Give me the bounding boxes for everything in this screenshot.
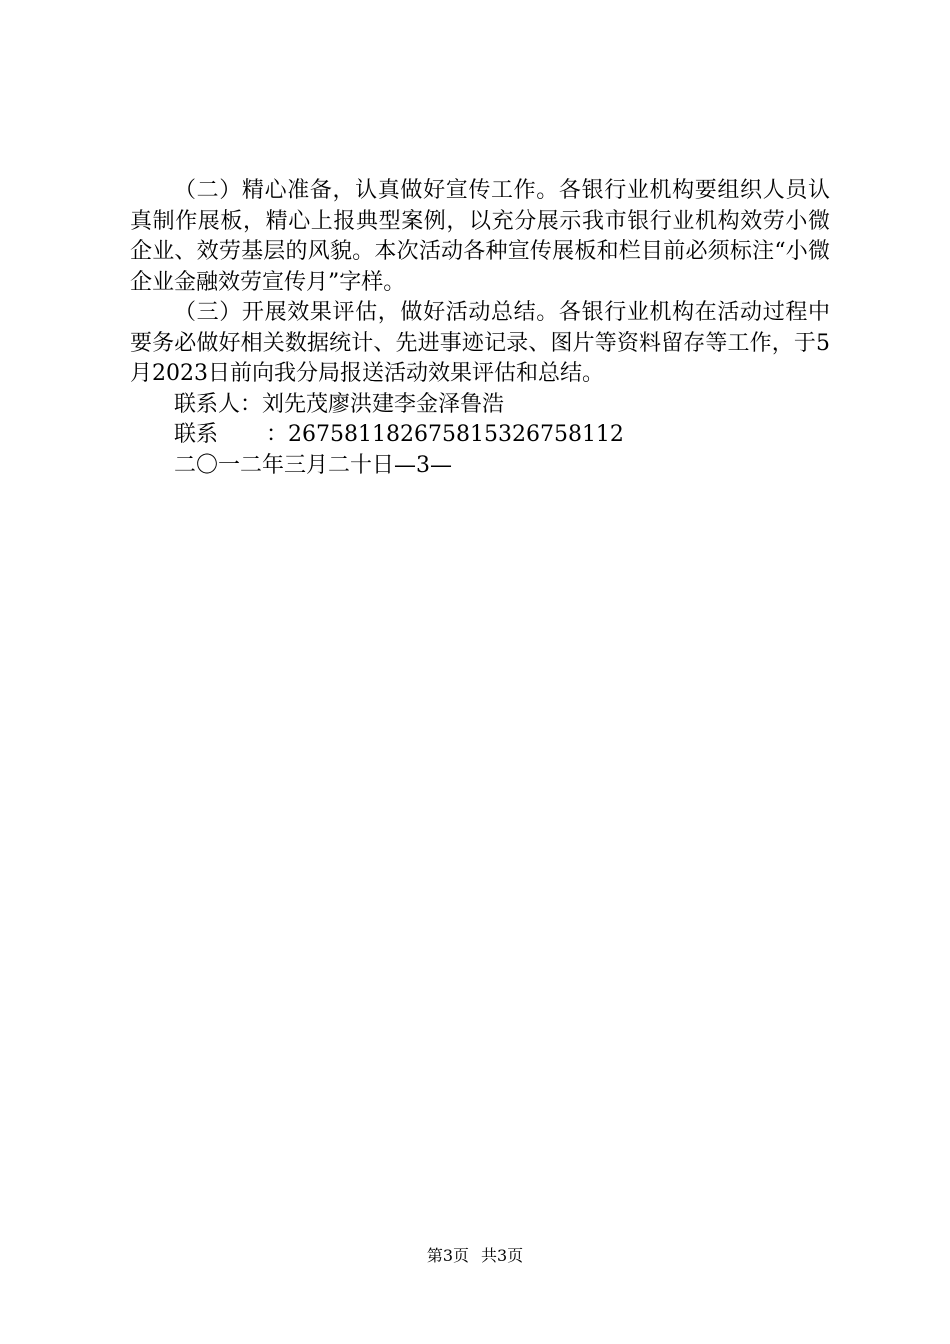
total-pages: 共3页 [481,1246,524,1265]
contact-phone [130,420,830,451]
contact-phone-label: 联系 [174,422,219,447]
date-line: 二〇一二年三月二十日—3— [174,452,452,478]
contact-phone-value: ：267581182675815326758112 [266,422,624,447]
current-page: 第3页 [426,1246,469,1265]
document-body [130,176,830,481]
paragraph-publicity: （二）精心准备，认真做好宣传工作。各银行业机构要组织人员认真制作展板，精心上报典型案例，以充分展示我市银行业机构效劳小微企业、效劳基层的风貌。本次活动各种宣传展板和栏目前必须标注“小微企业金融效劳宣传月”字样。 [130,178,830,295]
contact-people: 联系人：刘先茂廖洪建李金泽鲁浩 [174,391,505,417]
page-footer [0,1243,950,1266]
paragraph-evaluation: （三）开展效果评估，做好活动总结。各银行业机构在活动过程中要务必做好相关数据统计、先进事迹记录、图片等资料留存等工作，于5月2023日前向我分局报送活动效果评估和总结。 [130,300,830,386]
